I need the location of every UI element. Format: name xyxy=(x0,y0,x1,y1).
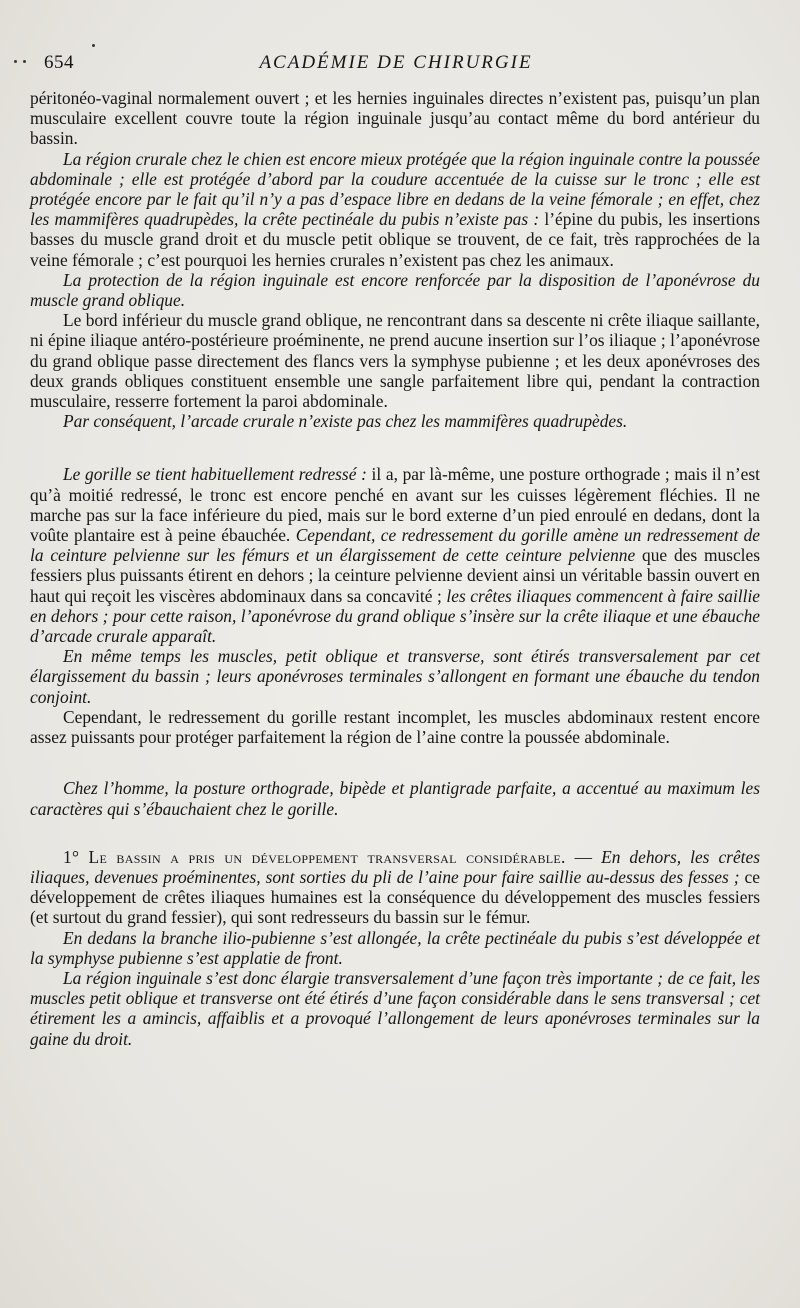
italic-text: La protection de la région inguinale est encore renforcée par la disposition de l’aponévrose du muscle grand oblique. xyxy=(30,269,760,311)
paragraph xyxy=(30,847,760,928)
italic-text: Par conséquent, l’arcade crurale n’existe pas chez les mammifères quadrupèdes. xyxy=(63,411,628,432)
roman-text: l’épine du pubis, les insertions basses du muscle grand droit et du muscle petit oblique se trouvent, de ce fait, très rapprochées de la veine fémorale ; c’est pourquoi les hernies crurales n’existent pas chez les animaux. xyxy=(30,209,761,270)
print-speck xyxy=(14,60,17,63)
paragraph xyxy=(30,968,760,1049)
section-heading: 1° Le bassin a pris un développement transversal considérable. xyxy=(63,846,566,867)
roman-text: péritonéo-vaginal normalement ouvert ; et les hernies inguinales directes n’existent pas, puisqu’un plan musculaire excellent couvre toute la région inguinale jusqu’au contact même du bord antérieur du bassin. xyxy=(30,88,760,149)
paragraph xyxy=(30,411,760,431)
roman-text: que des muscles fessiers plus puissants étirent en dehors ; la ceinture pelvienne devient ainsi un véritable bassin ouvert en haut qui reçoit les viscères abdominaux dans sa concavité ; xyxy=(30,545,760,606)
roman-text: — xyxy=(565,846,602,867)
italic-text: Chez l’homme, la posture orthograde, bipède et plantigrade parfaite, a accentué au maximum les caractères qui s’ébauchaient chez le gorille. xyxy=(30,778,760,819)
print-speck xyxy=(92,44,95,47)
paragraph xyxy=(30,310,760,411)
paragraph xyxy=(30,149,760,270)
italic-text: La région inguinale s’est donc élargie transversalement d’une façon très importante ; de ce fait, les muscles petit oblique et transverse ont été étirés d’une façon considérable dans le sens transversal ; cet étirement les a amincis, affaiblis et a provoqué l’allongement de leurs aponévroses terminales sur la gaine du droit. xyxy=(30,967,760,1049)
italic-text: En même temps les muscles, petit oblique et transverse, sont étirés transversalement par cet élargissement du bassin ; leurs aponévroses terminales s’allongent en formant une ébauche du tendon conjoint. xyxy=(30,646,760,707)
roman-text: Cependant, le redressement du gorille restant incomplet, les muscles abdominaux restent encore assez puissants pour protéger parfaitement la région de l’aine contre la poussée abdominale. xyxy=(30,706,760,748)
paragraph xyxy=(30,778,760,818)
body-text xyxy=(30,88,760,1049)
paragraph xyxy=(30,707,760,747)
roman-text: Le bord inférieur du muscle grand oblique, ne rencontrant dans sa descente ni crête iliaque saillante, ni épine iliaque antéro-postérieure proéminente, ne prend aucune insertion sur l’os iliaque ; l’aponévrose du grand oblique passe directement des flancs vers la symphyse pubienne ; et les deux aponévroses des deux grands obliques constituent ensemble une sangle parfaitement libre qui, pendant la contraction musculaire, resserre fortement la paroi abdominale. xyxy=(30,310,760,412)
italic-text: En dehors, les crêtes iliaques, devenues proéminentes, sont sorties du pli de l’aine pour faire saillie au-dessus des fesses ; xyxy=(30,846,760,887)
journal-title: ACADÉMIE DE CHIRURGIE xyxy=(259,52,533,73)
paragraph xyxy=(30,646,760,707)
paragraph xyxy=(30,88,760,149)
italic-text: Le gorille se tient habituellement redressé : xyxy=(63,464,367,485)
page-number: 654 xyxy=(44,52,74,73)
roman-text: il a, par là-même, une posture orthograde ; mais il n’est qu’à moitié redressé, le tronc est encore penché en avant sur les cuisses légèrement fléchies. Il ne marche pas sur la face inférieure du pied, mais sur le bord externe d’un pied enroulé en dedans, dont la voûte plantaire est à peine ébauchée. xyxy=(30,464,760,546)
paragraph xyxy=(30,464,760,646)
paragraph xyxy=(30,928,760,968)
italic-text: En dedans la branche ilio-pubienne s’est allongée, la crête pectinéale du pubis s’est développée et la symphyse pubienne s’est applatie de front. xyxy=(30,927,760,968)
italic-text: les crêtes iliaques commencent à faire saillie en dehors ; pour cette raison, l’aponévrose du grand oblique s’insère sur la crête iliaque et une ébauche d’arcade crurale apparaît. xyxy=(30,585,760,647)
italic-text: La région crurale chez le chien est encore mieux protégée que la région inguinale contre la poussée abdominale ; elle est protégée d’abord par la coudure accentuée de la cuisse sur le tronc ; elle est protégée encore par le fait qu’il n’y a pas d’espace libre en dedans de la veine fémorale ; en effet, chez les mammifères quadrupèdes, la crête pectinéale du pubis n’existe pas : xyxy=(30,148,760,230)
paragraph xyxy=(30,270,760,310)
print-speck xyxy=(23,60,26,63)
italic-text: Cependant, ce redressement du gorille amène un redressement de la ceinture pelvienne sur les fémurs et un élargissement de cette ceinture pelvienne xyxy=(30,525,760,566)
roman-text: ce développement de crêtes iliaques humaines est la conséquence du développement des muscles fessiers (et surtout du grand fessier), qui sont redresseurs du bassin sur le fémur. xyxy=(30,866,760,928)
running-head xyxy=(36,52,756,76)
